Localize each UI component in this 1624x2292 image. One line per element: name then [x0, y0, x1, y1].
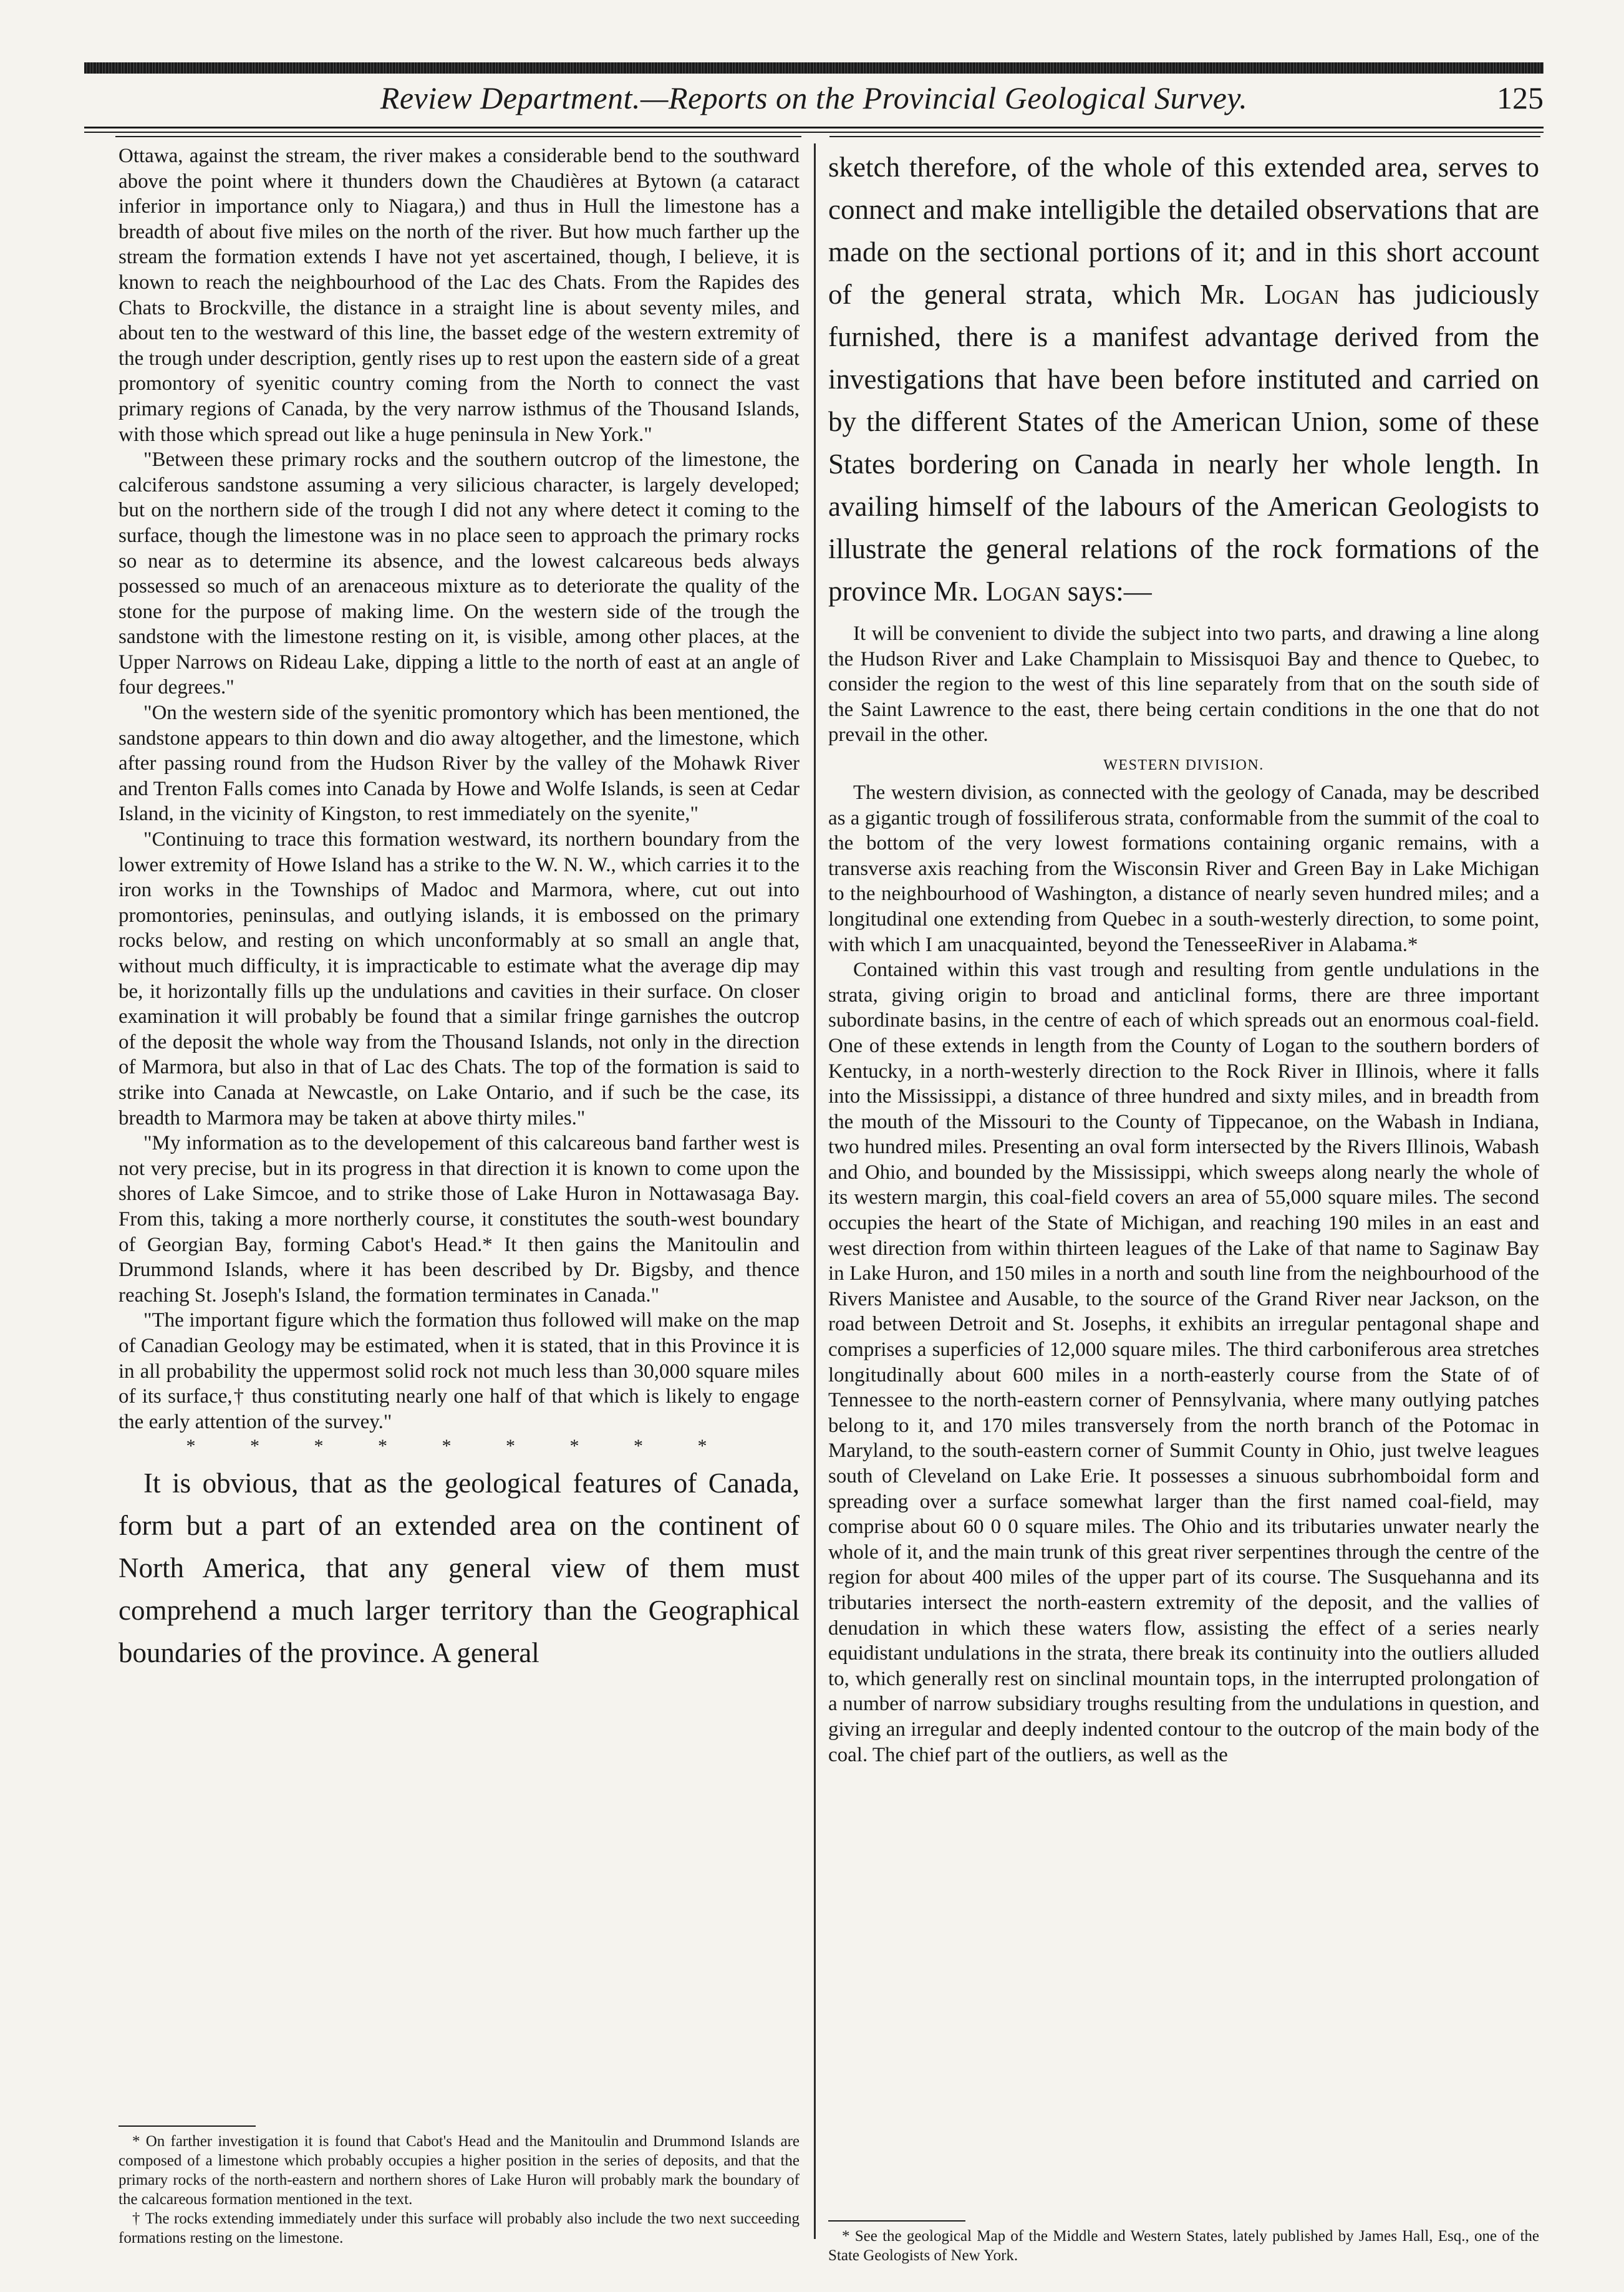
- paragraph: Ottawa, against the stream, the river makes a considerable bend to the southward above the point where it thunders down the Chaudières at Bytown (a cataract inferior in importance only to Niagara,) and thus in Hull the limestone has a breadth of about five miles on the north of the river. But how much farther up the stream the formation extends I have not yet ascertained, though, I believe, it is known to reach the neighbourhood of the Lac des Chats. From the Rapides des Chats to Brockville, the distance in a straight line is about seventy miles, and about ten to the westward of this line, the basset edge of the western extremity of the trough under description, gently rises up to rest upon the eastern side of a great promontory of syenitic country coming from the North to connect the vast primary regions of Canada, by the very narrow isthmus of the Thousand Islands, with those which spread out like a huge peninsula in New York.": [118, 145, 800, 446]
- paragraph: Contained within this vast trough and resulting from gentle undulations in the strata, giving origin to broad and anticlinal forms, there are three important subordinate basins, in the centre of each of which spreads out an enormous coal-field. One of these extends in length from the County of Logan to the southern borders of Kentucky, in a north-westerly direction to the Rock River in Illinois, where it falls into the Mississippi, a distance of three hundred and sixty miles, and in breadth from the mouth of the Missouri to the County of Tippecanoe, on the Wabash in Indiana, two hundred miles. Presenting an oval form intersected by the Rivers Illinois, Wabash and Ohio, and bounded by the Mississippi, which sweeps along nearly the whole of its western margin, this coal-field covers an area of 55,000 square miles. The second occupies the heart of the State of Michigan, and reaching 190 miles in an east and west direction from within thirteen leagues of the Lake of that name to Saginaw Bay in Lake Huron, and 150 miles in a north and south line from the neighbourhood of the Rivers Manistee and Ausable, to the source of the Grand River near Jackson, on the road between Detroit and St. Josephs, it exhibits an irregular pentagonal shape and comprises a superficies of 12,000 square miles. The third carboniferous area stretches longitudinally about 600 miles in a north-easterly course from the State of of Tennessee to the north-eastern corner of Pennsylvania, where many outlying patches belong to it, and 170 miles transversely from the north branch of the Potomac in Maryland, to the south-eastern corner of Summit County in Ohio, just twelve leagues south of Cleveland on Lake Erie. It possesses a sinuous subrhomboidal form and spreading over a surface somewhat larger than the first named coal-field, may comprise about 60 0 0 square miles. The Ohio and its tributaries unwater nearly the whole of it, and the main trunk of this great river serpentines through the centre of the region for about 400 miles of the upper part of its course. The Susquehanna and its tributaries intersect the north-eastern extremity of the deposit, and the vallies of denudation in which these waters flow, assisting the effect of a series nearly equidistant undulations in the strata, there break its continuity into the outliers alluded to, which generally rest on sinclinal mountain tops, in the interrupted prolongation of a number of narrow subsidiary troughs resulting from the undulations in question, and giving an irregular and deeply indented contour to the outcrop of the main body of the coal. The chief part of the outliers, as well as the: [828, 959, 1539, 1766]
- text-run: has judiciously furnished, there is a manifest advantage derived from the investigations that have been before instituted and carried on by the different States of the American Union, some of these States bordering on Canada in nearly her whole length. In availing himself of the labours of the American Geologists to illustrate the general relations of the rock formations of the province: [828, 279, 1540, 607]
- footnote: * See the geological Map of the Middle and Western States, lately published by James Hall, Esq., one of the State Geologists of New York.: [828, 2228, 1539, 2264]
- footnote: * On farther investigation it is found that Cabot's Head and the Manitoulin and Drummond Islands are composed of a limestone which probably occupies a higher position in the series of deposits, and that the primary rocks of the north-eastern and northern shores of Lake Huron will probably mark the boundary of the calcareous formation mentioned in the text.: [118, 2133, 800, 2208]
- author-name: Mr. Logan: [1200, 279, 1340, 310]
- column-divider: [814, 143, 816, 2239]
- paragraph: "On the western side of the syenitic promontory which has been mentioned, the sandstone appears to thin down and dio away altogether, and the limestone, which after passing round from the Hudson River by the valley of the Mohawk River and Trenton Falls comes into Canada by Howe and Wolfe Islands, is seen at Cedar Island, in the vicinity of Kingston, to rest immediately on the syenite,": [118, 702, 800, 826]
- paragraph: The western division, as connected with the geology of Canada, may be described as a gigantic trough of fossiliferous strata, conformable from the summit of the coal to the bottom of the very lowest formations containing organic remains, with a transverse axis reaching from the Wisconsin River and Green Bay in Lake Michigan to the neighbourhood of Washington, a distance of nearly seven hundred miles; and a longitudinal one extending from Quebec in a south-westerly direction, to some point, with which I am unacquainted, beyond the TenesseeRiver in Alabama.*: [828, 781, 1539, 956]
- header-rule: [84, 127, 1544, 128]
- author-name: Mr. Logan: [933, 576, 1061, 607]
- paragraph: "Between these primary rocks and the southern outcrop of the limestone, the calciferous sandstone assuming a very silicious character, is largely developed; but on the northern side of the trough I did not any where detect it coming to the surface, though the limestone was in no place seen to approach the primary rocks so near as to determine its absence, and the lowest calcareous beds always possessed so much of an arenaceous mixture as to deteriorate the quality of the stone for the purpose of making lime. On the western side of the trough the sandstone with the limestone resting on it, is visible, among other places, at the Upper Narrows on Rideau Lake, dipping a little to the north of east at an angle of four degrees.": [118, 448, 800, 699]
- text-run: says:—: [1067, 576, 1152, 607]
- page-number: 125: [1497, 80, 1544, 115]
- large-paragraph-continued: [828, 146, 1539, 612]
- footnote: † The rocks extending immediately under this surface will probably also include the two next succeeding formations resting on the limestone.: [118, 2210, 800, 2246]
- paragraph: "Continuing to trace this formation westward, its northern boundary from the lower extremity of Howe Island has a strike to the W. N. W., which carries it to the iron works in the Townships of Madoc and Marmora, where, cut out into promontories, peninsulas, and outlying islands, it is embossed on the primary rocks below, and resting on which unconformably at so small an angle that, without much difficulty, it is impracticable to estimate what the average dip may be, it horizontally fills up the undulations and cavities in their surface. On closer examination it will probably be found that a similar fringe garnishes the outcrop of the deposit the whole way from the Thousand Islands, not only in the direction of Marmora, but also in that of Lac des Chats. The top of the formation is said to strike into Canada at Newcastle, on Lake Ontario, and if such be the case, its breadth to Marmora may be taken at above thirty miles.": [118, 828, 800, 1129]
- running-head: Review Department.—Reports on the Provincial Geological Survey.: [380, 80, 1248, 115]
- left-footnotes: [118, 2125, 800, 2248]
- footnote-rule: [118, 2125, 256, 2127]
- page-header: [84, 80, 1544, 130]
- left-column: [118, 143, 800, 1674]
- quoted-paragraph: It will be convenient to divide the subject into two parts, and drawing a line along the Hudson River and Lake Champlain to Missisquoi Bay and thence to Quebec, to consider the region to the west of this line separately from that on the south side of the Saint Lawrence to the east, there being certain conditions in the one that do not prevail in the other.: [828, 622, 1539, 747]
- section-heading: WESTERN DIVISION.: [1103, 757, 1264, 773]
- right-column-top-rule: [829, 136, 1540, 137]
- header-rule-double: [84, 132, 1544, 133]
- paragraph: "The important figure which the formation thus followed will make on the map of Canadian Geology may be estimated, when it is stated, that in this Province it is in all probability the uppermost solid rock not much less than 30,000 square miles of its surface,† thus constituting nearly one half of that which is likely to engage the early attention of the survey.": [118, 1309, 800, 1433]
- large-paragraph: It is obvious, that as the geological features of Canada, form but a part of an extended area on the continent of North America, that any general view of them must comprehend a much larger territory than the Geographical boundaries of the province. A general: [118, 1468, 800, 1669]
- right-column: [828, 146, 1539, 1767]
- paragraph: "My information as to the developement of this calcareous band farther west is not very precise, but in its progress in that direction it is known to come upon the shores of Lake Simcoe, and to strike those of Lake Huron in Nottawasaga Bay. From this, taking a more northerly course, it constitutes the south-west boundary of Georgian Bay, forming Cabot's Head.* It then gains the Manitoulin and Drummond Islands, where it has been described by Dr. Bigsby, and thence reaching St. Joseph's Island, the formation terminates in Canada.": [118, 1132, 800, 1307]
- section-break-stars: * * * * * * * * *: [186, 1436, 732, 1457]
- text-run: sketch therefore, of the whole of this extended area, serves to connect and make intelligible the detailed observations that are made on the sectional portions of it; and in this short account of the general strata, which: [828, 152, 1539, 310]
- footnote-rule: [828, 2220, 965, 2222]
- left-column-top-rule: [115, 136, 801, 137]
- right-footnotes: [828, 2220, 1539, 2265]
- top-ornamental-rule: [84, 62, 1544, 74]
